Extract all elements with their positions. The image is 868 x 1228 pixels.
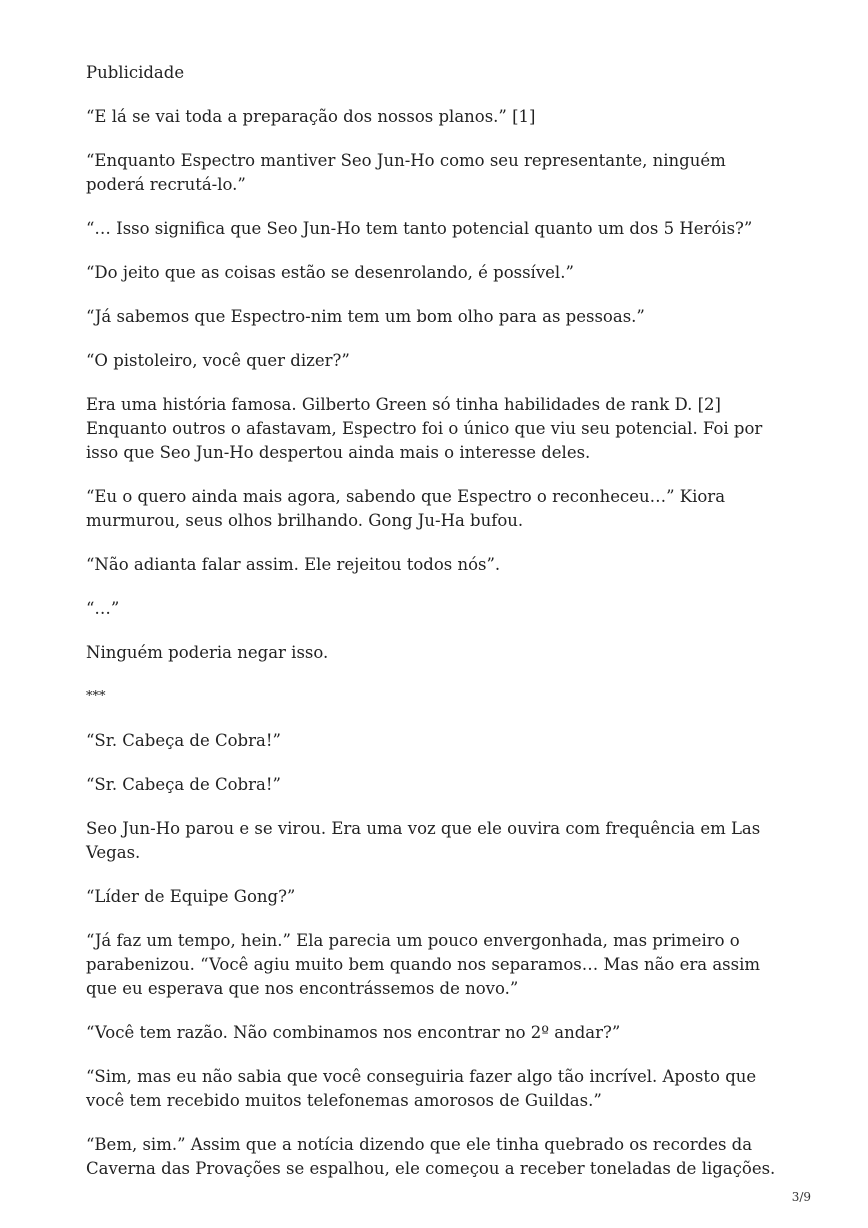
paragraph: “Não adianta falar assim. Ele rejeitou todos nós”. <box>86 555 501 574</box>
paragraph: “Você tem razão. Não combinamos nos encontrar no 2º andar?” <box>86 1023 621 1042</box>
paragraph: “Sr. Cabeça de Cobra!” <box>86 775 281 794</box>
paragraph: “Bem, sim.” Assim que a notícia dizendo que ele tinha quebrado os recordes da Caverna das Provações se espalhou, ele começou a receber toneladas de ligações. <box>86 1135 776 1178</box>
section-label: Publicidade <box>86 63 185 82</box>
paragraph: “…” <box>86 599 120 618</box>
paragraph: Seo Jun-Ho parou e se virou. Era uma voz que ele ouvira com frequência em Las Vegas. <box>86 819 761 862</box>
paragraph: “Sim, mas eu não sabia que você conseguiria fazer algo tão incrível. Aposto que você tem recebido muitos telefonemas amorosos de Guildas.” <box>86 1067 757 1110</box>
paragraph: “Já faz um tempo, hein.” Ela parecia um pouco envergonhada, mas primeiro o parabenizou. “Você agiu muito bem quando nos separamos… Mas não era assim que eu esperava que nos encontrássemos de novo.” <box>86 931 761 998</box>
paragraph: “Eu o quero ainda mais agora, sabendo que Espectro o reconheceu…” Kiora murmurou, seus olhos brilhando. Gong Ju-Ha bufou. <box>86 487 726 530</box>
paragraph: “Já sabemos que Espectro-nim tem um bom olho para as pessoas.” <box>86 307 645 326</box>
scene-break: *** <box>86 689 106 704</box>
paragraph: “Sr. Cabeça de Cobra!” <box>86 731 281 750</box>
paragraph: “O pistoleiro, você quer dizer?” <box>86 351 350 370</box>
page-number: 3/9 <box>791 1190 811 1204</box>
document-body <box>86 61 776 1201</box>
paragraph: Ninguém poderia negar isso. <box>86 643 329 662</box>
paragraph: “… Isso significa que Seo Jun-Ho tem tanto potencial quanto um dos 5 Heróis?” <box>86 219 753 238</box>
paragraph: Era uma história famosa. Gilberto Green só tinha habilidades de rank D. [2] Enquanto outros o afastavam, Espectro foi o único que viu seu potencial. Foi por isso que Seo Jun-Ho despertou ainda mais o interesse deles. <box>86 395 763 462</box>
paragraph: “Do jeito que as coisas estão se desenrolando, é possível.” <box>86 263 574 282</box>
paragraph: “Líder de Equipe Gong?” <box>86 887 296 906</box>
paragraph: “E lá se vai toda a preparação dos nossos planos.” [1] <box>86 107 536 126</box>
paragraph: “Enquanto Espectro mantiver Seo Jun-Ho como seu representante, ninguém poderá recrutá-lo.” <box>86 151 726 194</box>
